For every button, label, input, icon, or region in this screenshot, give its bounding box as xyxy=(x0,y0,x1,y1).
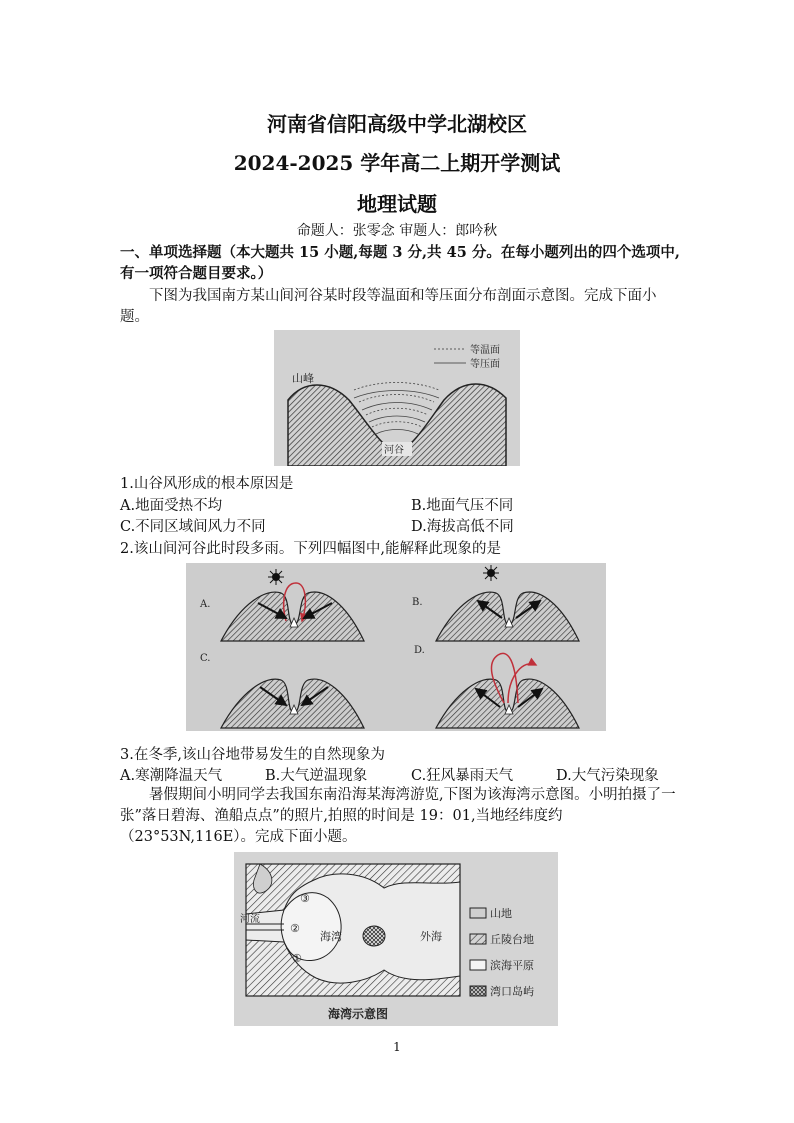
q3-stem: 3.在冬季,该山谷地带易发生的自然现象为 xyxy=(120,747,385,763)
q3-option-c: C.狂风暴雨天气 xyxy=(411,768,514,784)
panel-c-label: C. xyxy=(200,653,211,664)
marker-3: ③ xyxy=(300,892,310,905)
authors-line: 命题人：张零念 审题人：郎吟秋 xyxy=(296,223,498,239)
legend-mountain: 山地 xyxy=(490,907,512,920)
q2-stem: 2.该山间河谷此时段多雨。下列四幅图中,能解释此现象的是 xyxy=(120,541,501,557)
q1-option-d: D.海拔高低不同 xyxy=(411,519,514,535)
valley-profile-svg xyxy=(274,330,520,466)
valley-wind-options-svg xyxy=(186,563,606,731)
page-number: 1 xyxy=(393,1040,401,1054)
bay-map-figure xyxy=(234,852,558,1026)
outer-sea-label: 外海 xyxy=(420,930,442,943)
q1-option-b: B.地面气压不同 xyxy=(411,498,514,514)
panel-a-label: A. xyxy=(200,599,211,610)
exam-term: 2024-2025 学年高二上期开学测试 xyxy=(233,151,561,175)
bay-label: 海湾 xyxy=(320,930,342,943)
q1-option-a: A.地面受热不均 xyxy=(120,498,223,514)
panel-b-label: B. xyxy=(412,597,423,608)
panel-d-label: D. xyxy=(414,645,425,656)
subject-title: 地理试题 xyxy=(357,192,437,216)
valley-wind-options-figure xyxy=(186,563,606,731)
q3-option-b: B.大气逆温现象 xyxy=(265,768,368,784)
river-label: 河流 xyxy=(240,914,260,925)
legend-isobar-label: 等压面 xyxy=(470,359,500,370)
bay-map-caption: 海湾示意图 xyxy=(328,1007,389,1021)
marker-1: ① xyxy=(292,952,302,965)
valley-profile-figure xyxy=(274,330,520,466)
intro2-text: 暑假期间小明同学去我国东南沿海某海湾游览,下图为该海湾示意图。小明拍摄了一张”落日碧海、渔船点点”的照片,拍照的时间是 19：01,当地经纬度约（23°53N,116E）。完成下面小题。 xyxy=(120,787,676,845)
school-title: 河南省信阳高级中学北湖校区 xyxy=(267,112,527,136)
valley-label: 河谷 xyxy=(384,445,404,456)
q1-option-c: C.不同区域间风力不同 xyxy=(120,519,266,535)
legend-coastal-plain: 滨海平原 xyxy=(490,959,534,972)
q3-option-d: D.大气污染现象 xyxy=(556,768,659,784)
legend-bay-island: 湾口岛屿 xyxy=(490,985,534,998)
bay-map-svg xyxy=(234,852,558,1026)
marker-2: ② xyxy=(290,922,300,935)
legend-hill-plateau: 丘陵台地 xyxy=(490,933,534,946)
peak-label: 山峰 xyxy=(292,372,314,385)
q3-option-a: A.寒潮降温天气 xyxy=(120,768,223,784)
intro1-text: 下图为我国南方某山间河谷某时段等温面和等压面分布剖面示意图。完成下面小题。 xyxy=(120,288,657,325)
section1-title: 一、单项选择题（本大题共 15 小题,每题 3 分,共 45 分。在每小题列出的四个选项中,有一项符合题目要求。） xyxy=(120,244,680,282)
q1-stem: 1.山谷风形成的根本原因是 xyxy=(120,476,294,492)
legend-isotherm-label: 等温面 xyxy=(470,345,500,356)
